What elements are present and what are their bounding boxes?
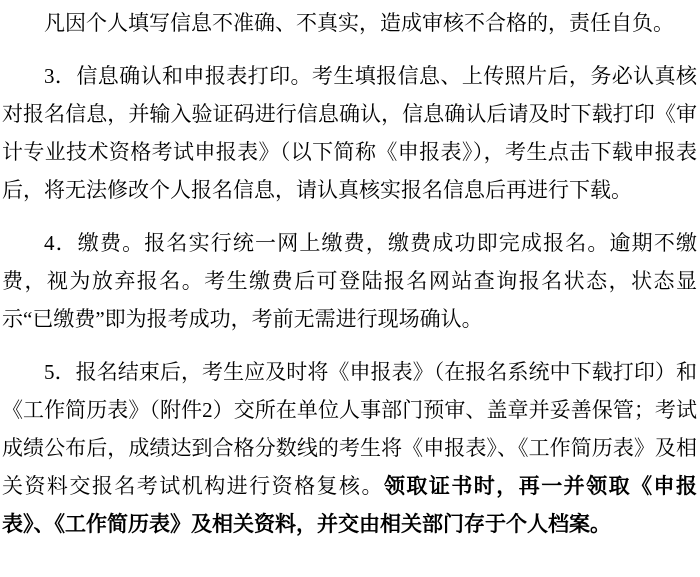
paragraph-liability-notice: 凡因个人填写信息不准确、不真实，造成审核不合格的，责任自负。 <box>44 11 674 35</box>
paragraph-info-confirmation-printing: 3．信息确认和申报表打印。考生填报信息、上传照片后，务必认真核对报名信息，并输入验证码进行信息确认，信息确认后请及时下载打印《审计专业技术资格考试申报表》（以下简称《申报表》），考生点击下载申报表后，将无法修改个人报名信息，请认真核实报名信息后再进行下载。 <box>2 64 697 202</box>
paragraph-after-registration <box>2 353 697 543</box>
paragraph-after-registration-bold-text: 领取证书时，再一并领取《申报表》、《工作简历表》及相关资料，并交由相关部门存于个人档案。 <box>2 474 698 536</box>
paragraph-after-registration-normal-text: 5．报名结束后，考生应及时将《申报表》（在报名系统中下载打印）和《工作简历表》（附件2）交所在单位人事部门预审、盖章并妥善保管；考试成绩公布后，成绩达到合格分数线的考生将《申报表》、《工作简历表》及相关资料交报名考试机构进行资格复核。 <box>2 360 697 498</box>
paragraph-payment: 4．缴费。报名实行统一网上缴费，缴费成功即完成报名。逾期不缴费，视为放弃报名。考生缴费后可登陆报名网站查询报名状态，状态显示“已缴费”即为报考成功，考前无需进行现场确认。 <box>2 231 697 331</box>
